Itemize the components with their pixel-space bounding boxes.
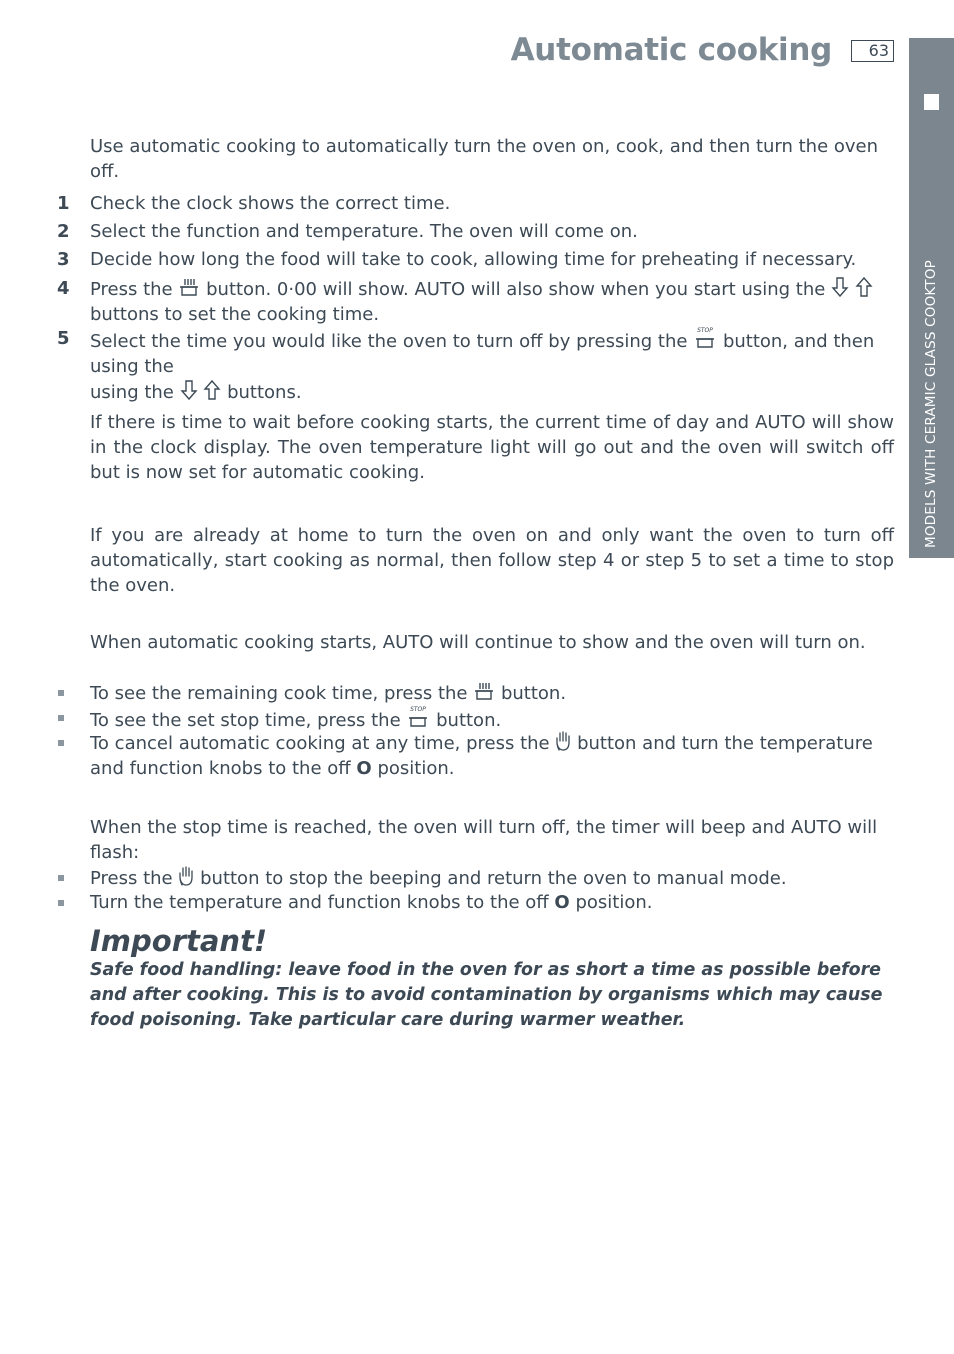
manual-hand-icon bbox=[178, 865, 194, 887]
step-4 bbox=[57, 276, 894, 327]
step-text: Decide how long the food will take to cook, allowing time for preheating if necessary. bbox=[90, 249, 857, 270]
step-number: 3 bbox=[57, 249, 70, 270]
step-5 bbox=[57, 326, 894, 405]
step-text-c: buttons. bbox=[227, 382, 302, 403]
step-text-a: Press the bbox=[90, 279, 173, 300]
side-tab-label: MODELS WITH CERAMIC GLASS COOKTOP bbox=[923, 259, 939, 549]
step-text: Check the clock shows the correct time. bbox=[90, 193, 451, 214]
bullet-stop-time bbox=[90, 705, 894, 733]
page-number: 63 bbox=[851, 40, 894, 62]
bullet-cancel bbox=[90, 730, 894, 781]
up-arrow-icon bbox=[855, 276, 873, 298]
starts-paragraph: When automatic cooking starts, AUTO will continue to show and the oven will turn on. bbox=[90, 632, 866, 653]
important-text: Safe food handling: leave food in the oven for as short a time as possible before and after cooking. This is to avoid contamination by organisms which may cause food poisoning. Take particular care during warmer weather. bbox=[90, 960, 883, 1030]
step-text-a: Select the time you would like the oven to turn off by pressing the bbox=[90, 331, 688, 352]
bullet-marker bbox=[58, 690, 64, 696]
bullet-text-b: button. bbox=[436, 710, 502, 731]
bullet-marker bbox=[58, 715, 64, 721]
up-arrow-icon bbox=[203, 379, 221, 401]
cook-time-pot-icon bbox=[178, 276, 200, 298]
bullet-marker bbox=[58, 740, 64, 746]
bullet-text-a: Turn the temperature and function knobs to the off bbox=[90, 892, 549, 913]
off-symbol: O bbox=[554, 892, 570, 913]
wait-paragraph: If there is time to wait before cooking starts, the current time of day and AUTO will show in the clock display. The oven temperature light will go out and the oven will switch off but is now set for automatic cooking. bbox=[90, 412, 894, 483]
home-paragraph: If you are already at home to turn the oven on and only want the oven to turn off automatically, start cooking as normal, then follow step 4 or step 5 to set a time to stop the oven. bbox=[90, 525, 894, 596]
step-3 bbox=[57, 247, 894, 272]
step-text-c: buttons to set the cooking time. bbox=[90, 304, 380, 325]
stop-paragraph: When the stop time is reached, the oven will turn off, the timer will beep and AUTO will flash: bbox=[90, 817, 878, 863]
bullet-text-c: position. bbox=[377, 758, 455, 779]
step-2 bbox=[57, 219, 894, 244]
bullet-marker bbox=[58, 900, 64, 906]
step-text: Select the function and temperature. The oven will come on. bbox=[90, 221, 638, 242]
step-number: 5 bbox=[57, 328, 70, 349]
step-number: 4 bbox=[57, 278, 70, 299]
bullet-text-a: To see the set stop time, press the bbox=[90, 710, 401, 731]
bullet-marker bbox=[58, 875, 64, 881]
cook-time-pot-icon bbox=[473, 680, 495, 702]
page-title: Automatic cooking bbox=[510, 32, 832, 68]
svg-text:STOP: STOP bbox=[697, 327, 714, 334]
bullet-text-b: button and turn the temperature and function knobs to the off bbox=[90, 733, 873, 779]
bullet-text-c: position. bbox=[575, 892, 653, 913]
step-1 bbox=[57, 191, 894, 216]
bullet-text-a: To see the remaining cook time, press the bbox=[90, 683, 468, 704]
down-arrow-icon bbox=[180, 379, 198, 401]
svg-text:STOP: STOP bbox=[410, 706, 427, 713]
manual-hand-icon bbox=[555, 730, 571, 752]
stop-time-pot-icon bbox=[406, 705, 430, 729]
bullet-text-a: To cancel automatic cooking at any time, press the bbox=[90, 733, 550, 754]
off-symbol: O bbox=[356, 758, 372, 779]
step-text-b: button, and then using the bbox=[90, 331, 875, 377]
important-heading: Important! bbox=[90, 924, 268, 958]
step-text-using: using the bbox=[90, 382, 174, 403]
intro-paragraph: Use automatic cooking to automatically turn the oven on, cook, and then turn the oven off. bbox=[90, 136, 879, 182]
bullet-turn-knobs bbox=[90, 890, 894, 915]
bullet-press-manual bbox=[90, 865, 894, 891]
side-tab-marker bbox=[924, 94, 939, 110]
bullet-text-b: button. bbox=[500, 683, 567, 704]
side-tab bbox=[909, 38, 954, 558]
bullet-text-b: button to stop the beeping and return the oven to manual mode. bbox=[200, 868, 787, 889]
down-arrow-icon bbox=[831, 276, 849, 298]
step-text-b: button. 0·00 will show. AUTO will also show when you start using the bbox=[206, 279, 826, 300]
bullet-text-a: Press the bbox=[90, 868, 173, 889]
step-number: 2 bbox=[57, 221, 70, 242]
stop-time-pot-icon bbox=[693, 326, 717, 350]
step-number: 1 bbox=[57, 193, 70, 214]
bullet-remaining-time bbox=[90, 680, 894, 706]
